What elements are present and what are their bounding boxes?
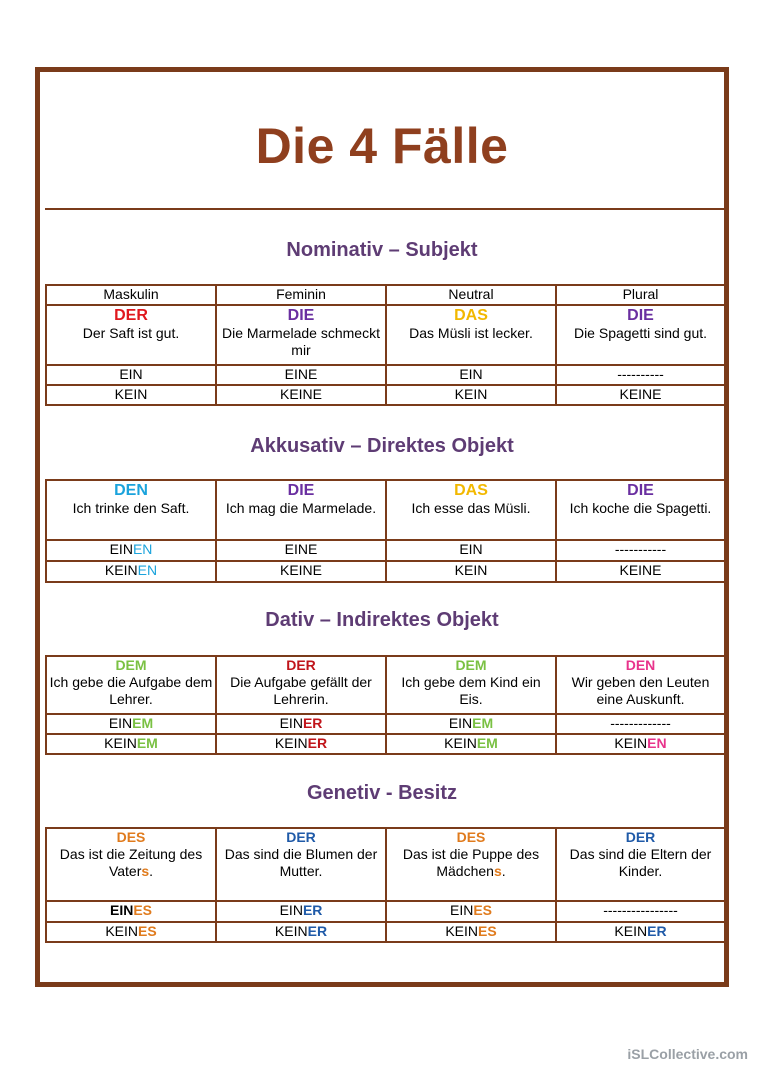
header-neutral: Neutral	[386, 285, 556, 305]
nom-plural-cell	[556, 305, 725, 365]
ending: EN	[647, 735, 667, 751]
stem: EIN	[108, 715, 133, 731]
article: DAS	[454, 307, 488, 324]
akk-feminin-cell	[216, 480, 386, 540]
header-feminin: Feminin	[216, 285, 386, 305]
nom-neutral-cell	[386, 305, 556, 365]
akk-maskulin-cell	[46, 480, 216, 540]
article: DES	[456, 829, 486, 845]
ending: ES	[478, 923, 497, 939]
gen-feminin-cell	[216, 828, 386, 901]
ending: EM	[476, 735, 498, 751]
example-sentence: Ich trinke den Saft.	[72, 500, 190, 516]
worksheet-frame	[35, 67, 729, 987]
example-sentence: Ich gebe die Aufgabe dem Lehrer.	[49, 674, 213, 707]
akk-plural-cell	[556, 480, 725, 540]
example-sentence: Das sind die Blumen der Mutter.	[224, 846, 378, 879]
article: DIE	[287, 307, 315, 324]
stem: KEIN	[614, 923, 648, 939]
stem: KEIN	[104, 735, 137, 751]
ein-form	[556, 540, 725, 561]
article: DER	[286, 657, 316, 673]
nom-feminin-cell	[216, 305, 386, 365]
page-title: Die 4 Fälle	[255, 118, 509, 174]
stem: KEINE	[279, 562, 322, 578]
ein-form	[386, 540, 556, 561]
ending: EM	[132, 715, 154, 731]
article: DAS	[454, 482, 488, 499]
header-plural: Plural	[556, 285, 725, 305]
divider	[45, 208, 724, 210]
ending: ES	[133, 902, 153, 918]
sentence-end: .	[149, 863, 154, 879]
ein-form: EINE	[216, 365, 386, 385]
stem: KEIN	[454, 562, 488, 578]
nom-maskulin-cell	[46, 305, 216, 365]
stem: KEINE	[619, 562, 662, 578]
article: DEM	[455, 657, 487, 673]
ein-form: EIN	[46, 365, 216, 385]
stem: EIN	[109, 902, 134, 918]
ein-form: EIN	[386, 365, 556, 385]
example-sentence: Das sind die Eltern der Kinder.	[569, 846, 712, 879]
ending: ER	[307, 735, 328, 751]
akk-neutral-cell	[386, 480, 556, 540]
kein-form	[556, 922, 725, 942]
stem: EIN	[279, 902, 303, 918]
example-sentence: Das Müsli ist lecker.	[409, 325, 533, 341]
akkusativ-heading: Akkusativ – Direktes Objekt	[250, 435, 514, 457]
ending: ER	[647, 923, 667, 939]
example-sentence: Ich koche die Spagetti.	[569, 500, 712, 516]
ending: ER	[302, 902, 323, 918]
ein-form	[46, 901, 216, 922]
example-sentence: Der Saft ist gut.	[82, 325, 180, 341]
kein-form	[46, 922, 216, 942]
ein-form	[216, 901, 386, 922]
kein-form	[556, 734, 725, 754]
watermark-text: iSLCollective.com	[627, 1046, 748, 1062]
nominativ-table	[45, 284, 726, 406]
ein-form	[556, 714, 725, 734]
sentence-text: Das ist die Zeitung des Vater	[59, 846, 203, 879]
ending: ES	[138, 923, 157, 939]
dat-plural-cell	[556, 656, 725, 714]
kein-form	[216, 734, 386, 754]
stem: KEIN	[274, 735, 308, 751]
kein-form	[556, 561, 725, 582]
stem: EIN	[459, 541, 483, 557]
sentence-end: .	[501, 863, 506, 879]
article: DEN	[114, 482, 148, 499]
ending: s	[141, 863, 150, 879]
akkusativ-table	[45, 479, 726, 583]
example-sentence: Die Marmelade schmeckt mir	[222, 325, 380, 358]
stem: EIN	[279, 715, 303, 731]
article: DES	[116, 829, 146, 845]
ending: EM	[136, 735, 158, 751]
kein-form: KEINE	[216, 385, 386, 405]
stem: EINE	[284, 541, 318, 557]
dat-feminin-cell	[216, 656, 386, 714]
genetiv-heading: Genetiv - Besitz	[306, 782, 458, 804]
ending: EN	[132, 541, 153, 557]
kein-form: KEINE	[556, 385, 725, 405]
article: DIE	[287, 482, 315, 499]
kein-form	[216, 922, 386, 942]
article: DIE	[627, 307, 654, 324]
article: DEM	[115, 657, 147, 673]
dativ-heading: Dativ – Indirektes Objekt	[265, 609, 499, 631]
example-sentence: Die Aufgabe gefällt der Lehrerin.	[230, 674, 372, 707]
dat-maskulin-cell	[46, 656, 216, 714]
genetiv-table	[45, 827, 726, 943]
sentence-text: Das ist die Puppe des Mädchen	[402, 846, 540, 879]
article: DEN	[625, 657, 656, 673]
example-sentence: Wir geben den Leuten eine Auskunft.	[571, 674, 710, 707]
gen-maskulin-cell	[46, 828, 216, 901]
gen-neutral-cell	[386, 828, 556, 901]
example-sentence: Die Spagetti sind gut.	[573, 325, 708, 341]
stem: EIN	[449, 902, 474, 918]
example-sentence: Ich esse das Müsli.	[411, 500, 531, 516]
stem: KEIN	[104, 562, 138, 578]
ending: ER	[302, 715, 323, 731]
kein-form	[216, 561, 386, 582]
stem: KEIN	[105, 923, 138, 939]
example-sentence: Ich mag die Marmelade.	[225, 500, 377, 516]
gen-plural-cell	[556, 828, 725, 901]
nominativ-heading: Nominativ – Subjekt	[286, 239, 478, 261]
ein-form	[46, 540, 216, 561]
example-sentence	[49, 846, 213, 880]
kein-form	[46, 734, 216, 754]
example-sentence: Ich gebe dem Kind ein Eis.	[401, 674, 541, 707]
ending: ES	[473, 902, 493, 918]
ein-form	[386, 901, 556, 922]
article: DER	[625, 829, 656, 845]
kein-form: KEIN	[386, 385, 556, 405]
ein-form: ----------	[556, 365, 725, 385]
stem: EIN	[448, 715, 473, 731]
stem: -----------	[614, 541, 667, 557]
dat-neutral-cell	[386, 656, 556, 714]
kein-form	[386, 922, 556, 942]
stem: EIN	[109, 541, 133, 557]
stem: KEIN	[614, 735, 648, 751]
ein-form	[556, 901, 725, 922]
ending: EM	[472, 715, 494, 731]
ein-form	[386, 714, 556, 734]
kein-form	[386, 734, 556, 754]
ending: s	[493, 863, 502, 879]
stem: ----------------	[603, 902, 678, 918]
stem: KEIN	[445, 923, 478, 939]
article: DER	[114, 307, 148, 324]
kein-form	[46, 561, 216, 582]
ein-form	[216, 714, 386, 734]
ending: ER	[307, 923, 328, 939]
header-maskulin: Maskulin	[46, 285, 216, 305]
article: DER	[286, 829, 316, 845]
dativ-table	[45, 655, 726, 755]
kein-form: KEIN	[46, 385, 216, 405]
ending: EN	[137, 562, 158, 578]
example-sentence	[389, 846, 553, 880]
stem: KEIN	[274, 923, 308, 939]
article: DIE	[627, 482, 654, 499]
ein-form	[216, 540, 386, 561]
stem: KEIN	[444, 735, 477, 751]
kein-form	[386, 561, 556, 582]
stem: -------------	[610, 715, 671, 731]
ein-form	[46, 714, 216, 734]
